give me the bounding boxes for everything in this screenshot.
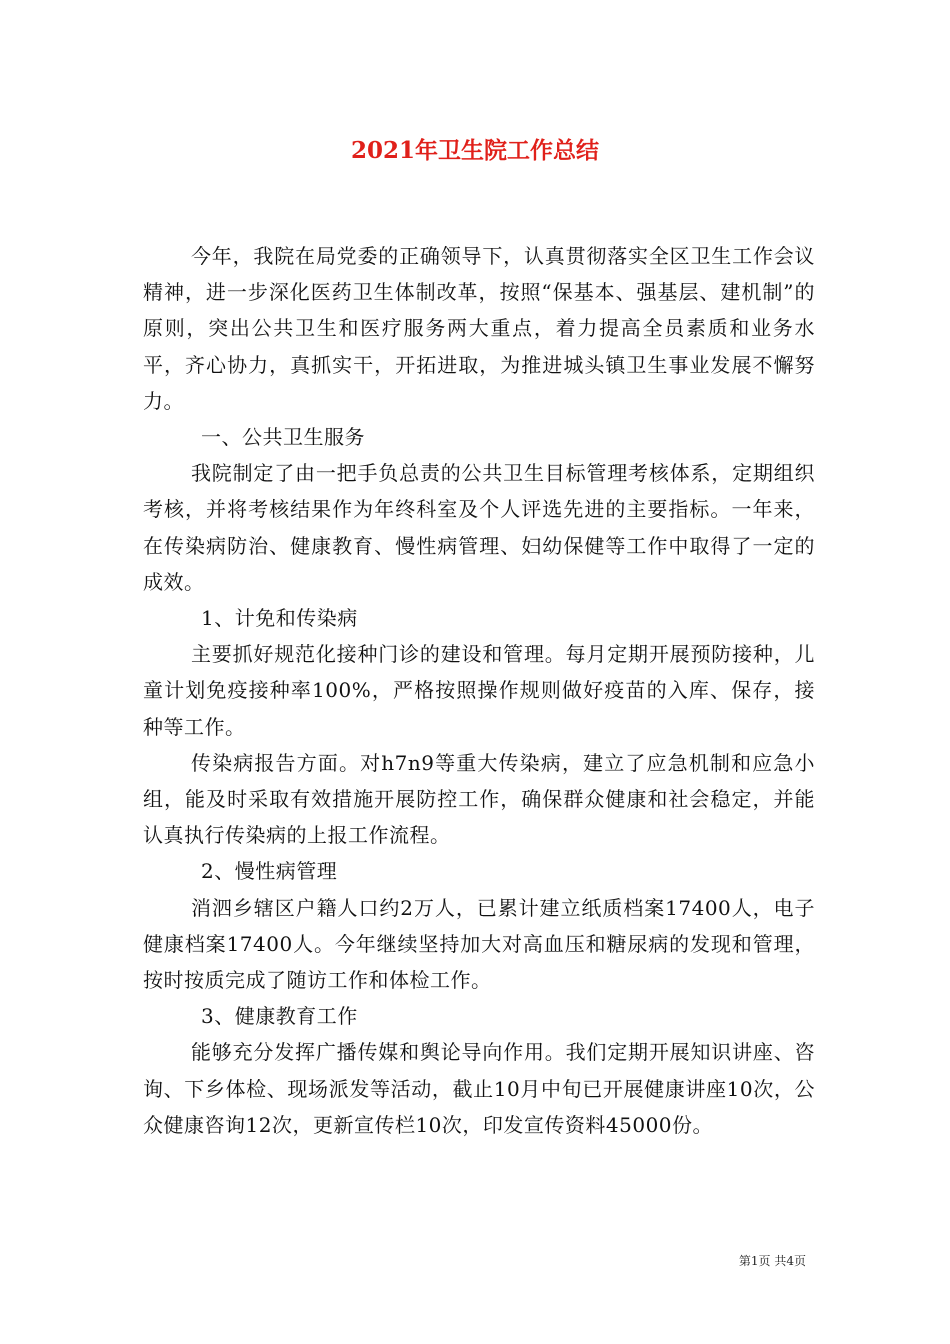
paragraph-chronic-disease: 消泗乡辖区户籍人口约2万人，已累计建立纸质档案17400人，电子健康档案17400人。今年继续坚持加大对高血压和糖尿病的发现和管理，按时按质完成了随访工作和体检工作。 [143,895,815,993]
paragraph-immunization: 主要抓好规范化接种门诊的建设和管理。每月定期开展预防接种，儿童计划免疫接种率100%，严格按照操作规则做好疫苗的入库、保存，接种等工作。 [143,642,815,739]
subheading-health-education: 3、健康教育工作 [201,1004,358,1029]
paragraph-intro: 今年，我院在局党委的正确领导下，认真贯彻落实全区卫生工作会议精神，进一步深化医药卫生体制改革，按照“保基本、强基层、建机制”的原则，突出公共卫生和医疗服务两大重点，着力提高全员素质和业务水平，齐心协力，真抓实干，开拓进取，为推进城头镇卫生事业发展不懈努力。 [143,244,815,413]
document-title: 2021年卫生院工作总结 [350,137,599,164]
document-body [143,238,815,1143]
section-heading-public-health: 一、公共卫生服务 [201,425,365,450]
subheading-immunization: 1、计免和传染病 [201,606,358,631]
paragraph-health-education: 能够充分发挥广播传媒和舆论导向作用。我们定期开展知识讲座、咨询、下乡体检、现场派发等活动，截止10月中旬已开展健康讲座10次，公众健康咨询12次，更新宣传栏10次，印发宣传资料45000份。 [143,1040,815,1137]
page-number: 第1页 共4页 [738,1254,806,1268]
paragraph-public-health: 我院制定了由一把手负总责的公共卫生目标管理考核体系，定期组织考核，并将考核结果作为年终科室及个人评选先进的主要指标。一年来，在传染病防治、健康教育、慢性病管理、妇幼保健等工作中取得了一定的成效。 [143,461,815,594]
subheading-chronic-disease: 2、慢性病管理 [201,859,338,884]
paragraph-infectious-disease: 传染病报告方面。对h7n9等重大传染病，建立了应急机制和应急小组，能及时采取有效措施开展防控工作，确保群众健康和社会稳定，并能认真执行传染病的上报工作流程。 [143,750,815,848]
